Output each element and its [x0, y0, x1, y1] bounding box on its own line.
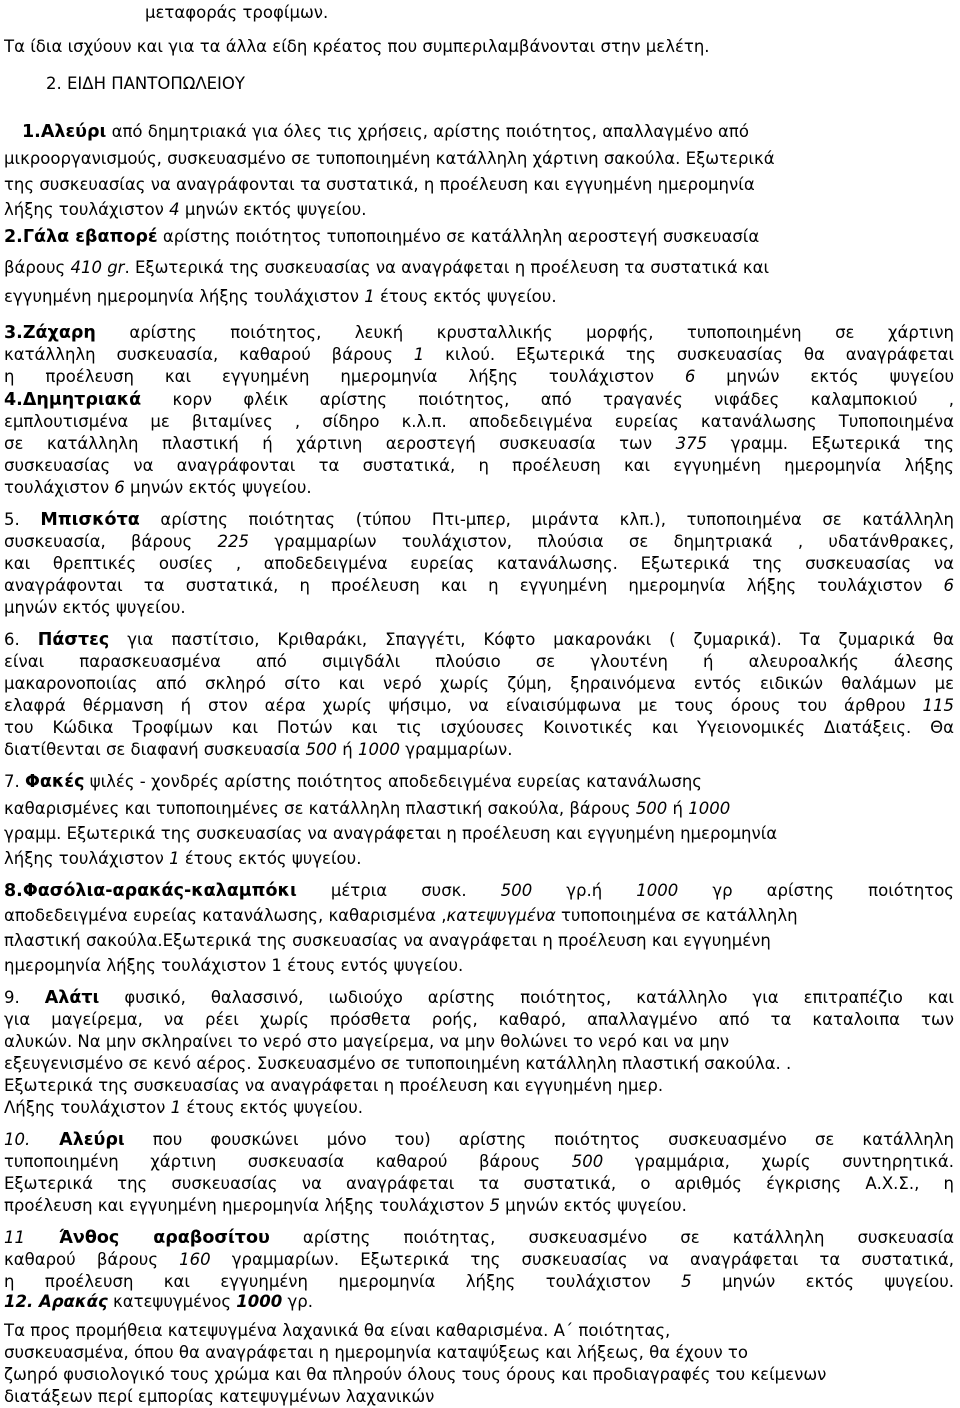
text-line: [4, 1364, 954, 1386]
text-run: γραμμ. Εξωτερικά της: [707, 434, 954, 453]
text-run: αρίστης ποιότητος τυποποιημένο σε κατάλληλη αεροστεγή συσκευασία: [157, 227, 760, 246]
text-line: [4, 1271, 954, 1293]
text-line: [4, 771, 954, 793]
text-line: [4, 322, 954, 344]
bold-term: 2.Γάλα εβαπορέ: [4, 227, 158, 247]
italic-number: 5: [681, 1272, 692, 1291]
italic-number: 500: [635, 799, 668, 818]
text-line: [145, 2, 954, 24]
text-run: αρίστης ποιότητας (τύπου Πτι-μπερ, μιράντα κλπ.), τυποποιημένα σε κατάλληλη: [139, 510, 954, 529]
text-run: Εξωτερικά της συσκευασίας να αναγράφεται η προέλευση και εγγυημένη ημερ.: [4, 1076, 664, 1095]
text-run: 9.: [4, 988, 45, 1007]
italic-number: 225: [217, 532, 250, 551]
text-line: [4, 366, 954, 388]
italic-number: 1000: [357, 740, 400, 759]
text-run: κατεψυγμένος: [107, 1292, 237, 1311]
italic-number: 500: [571, 1152, 604, 1171]
bold-term: 3.Ζάχαρη: [4, 323, 96, 343]
italic-number: 11: [4, 1228, 25, 1247]
text-run: καθαρισμένες και τυποποιημένες σε κατάλληλη πλαστική σακούλα, βάρους: [4, 799, 636, 818]
text-line: [4, 1342, 954, 1364]
italic-number: 1000: [636, 881, 679, 900]
text-line: [4, 1249, 954, 1271]
text-line: [4, 226, 954, 248]
text-run: μηνών εκτός ψυγείου.: [179, 200, 367, 219]
italic-number: κατεψυγμένα: [446, 906, 556, 925]
text-run: . Εξωτερικά της συσκευασίας να αναγράφεται η προέλευση τα συστατικά και: [124, 258, 770, 277]
bold-term: Αλεύρι: [40, 122, 107, 142]
text-line: [4, 411, 954, 433]
text-line: [4, 36, 954, 58]
text-run: της συσκευασίας να αναγράφονται τα συστατικά, η προέλευση και εγγυημένη ημερομηνία: [4, 175, 755, 194]
italic-number: 1: [413, 345, 425, 364]
text-line: [4, 823, 954, 845]
italic-number: 1: [170, 1098, 182, 1117]
text-run: λήξης τουλάχιστον: [4, 200, 170, 219]
text-run: γραμμ. Εξωτερικά της συσκευασίας να αναγράφεται η προέλευση και εγγυημένη ημερομηνία: [4, 824, 778, 843]
text-run: μηνών εκτός ψυγείου.: [4, 598, 186, 617]
italic-number: 5: [489, 1196, 500, 1215]
text-line: [4, 1173, 954, 1195]
text-run: πλαστική σακούλα.Εξωτερικά της συσκευασίας να αναγράφεται η προέλευση και εγγυημένη: [4, 931, 771, 950]
text-run: κατάλληλη συσκευασία, καθαρού βάρους: [4, 345, 414, 364]
bold-term: 1000: [236, 1292, 283, 1311]
text-run: Εξωτερικά της συσκευασίας να αναγράφεται τα συστατικά, ο αριθμός έγκρισης Α.Χ.Σ., η: [4, 1174, 954, 1193]
bold-term: 4.Δημητριακά: [4, 390, 142, 410]
bold-term: Αλεύρι: [30, 1130, 125, 1150]
italic-number: 500: [305, 740, 337, 759]
text-run: αρίστης ποιότητος, λευκή κρυσταλλικής μορφής, τυποποιημένη σε χάρτινη: [95, 323, 954, 342]
text-line: [4, 1031, 954, 1053]
text-run: γραμμαρίων τουλάχιστον, πλούσια σε δημητριακά , υδατάνθρακες,: [249, 532, 954, 551]
text-run: μηνών εκτός ψυγείου.: [124, 478, 312, 497]
text-run: 2. ΕΙΔΗ ΠΑΝΤΟΠΩΛΕΙΟΥ: [46, 74, 245, 93]
text-line: [4, 651, 954, 673]
text-line: [4, 905, 954, 927]
text-line: [4, 1075, 954, 1097]
text-line: [4, 433, 954, 455]
text-run: η προέλευση και εγγυημένη ημερομηνία λήξης τουλάχιστον: [4, 1272, 682, 1291]
text-run: ή: [667, 799, 689, 818]
text-run: από δημητριακά για όλες τις χρήσεις, αρίστης ποιότητος, απαλλαγμένο από: [106, 122, 749, 141]
text-line: [4, 798, 954, 820]
text-run: έτους εκτός ψυγείου.: [179, 849, 362, 868]
text-line: [4, 148, 954, 170]
text-run: τυποποιημένη χάρτινη συσκευασία καθαρού βάρους: [4, 1152, 572, 1171]
text-run: 7.: [4, 772, 25, 791]
text-line: [4, 257, 954, 279]
italic-number: 1000: [688, 799, 731, 818]
text-line: [4, 1291, 954, 1313]
italic-number: 115: [922, 696, 954, 715]
bold-term: 12. Αρακάς: [4, 1292, 108, 1311]
text-run: γρ αρίστης ποιότητος: [678, 881, 954, 900]
text-run: Τα ίδια ισχύουν και για τα άλλα είδη κρέατος που συμπεριλαμβάνονται στην μελέτη.: [4, 37, 710, 56]
text-line: [4, 1195, 954, 1217]
text-run: φυσικό, θαλασσινό, ιωδιούχο αρίστης ποιότητος, κατάλληλο για επιτραπέζιο και: [99, 988, 954, 1007]
italic-number: 500: [500, 881, 533, 900]
text-line: [4, 389, 954, 411]
text-run: σε κατάλληλη πλαστική ή χάρτινη αεροστεγή συσκευασία των: [4, 434, 676, 453]
text-run: μηνών εκτός ψυγείου: [695, 367, 954, 386]
text-run: ελαφρά θέρμανση ή στον αέρα χωρίς ψήσιμο, να είναισύμφωνα με τους όρους του άρθρου: [4, 696, 923, 715]
text-line: [4, 575, 954, 597]
bold-term: Άνθος αραβοσίτου: [25, 1228, 270, 1248]
text-run: αποδεδειγμένα ευρείας κατανάλωσης, καθαρισμένα ,: [4, 906, 447, 925]
text-run: μηνών εκτός ψυγείου.: [691, 1272, 954, 1291]
text-run: γραμμαρίων.: [399, 740, 513, 759]
text-line: [4, 1227, 954, 1249]
text-run: κορν φλέικ αρίστης ποιότητος, από τραγανές νιφάδες καλαμποκιού ,: [141, 390, 954, 409]
text-run: κιλού. Εξωτερικά της συσκευασίας θα αναγράφεται: [424, 345, 954, 364]
text-line: [4, 695, 954, 717]
text-run: μακαρονοποιίας από σκληρό σίτο και νερό χωρίς ζύμη, ξηραινόμενα εντός ειδικών θαλάμων με: [4, 674, 954, 693]
text-run: που φουσκώνει μόνο του) αρίστης ποιότητος συσκευασμένο σε κατάλληλη: [124, 1130, 954, 1149]
italic-number: 4: [169, 200, 180, 219]
italic-number: 1: [169, 849, 180, 868]
text-run: εξευγενισμένο σε κενό αέρος. Συσκευασμένο σε τυποποιημένη κατάλληλη πλαστική σακούλα. .: [4, 1054, 792, 1073]
text-line: [4, 717, 954, 739]
text-run: μηνών εκτός ψυγείου.: [499, 1196, 687, 1215]
text-run: ζωηρό φυσιολογικό τους χρώμα και θα πληρούν όλους τους όρους και προδιαγραφές του κείμενων: [4, 1365, 827, 1384]
italic-number: 10.: [4, 1130, 31, 1149]
text-line: [4, 344, 954, 366]
bold-term: Φακές: [25, 772, 85, 792]
text-run: λήξης τουλάχιστον: [4, 849, 170, 868]
bold-term: Πάστες: [37, 630, 110, 650]
bold-term: Μπισκότα: [40, 510, 140, 530]
text-run: έτους εκτός ψυγείου.: [374, 287, 557, 306]
text-run: ή: [337, 740, 358, 759]
text-run: μεταφοράς τροφίμων.: [145, 3, 329, 22]
text-run: 5.: [4, 510, 41, 529]
text-run: ημερομηνία λήξης τουλάχιστον 1 έτους εντός ψυγείου.: [4, 956, 464, 975]
text-line: [4, 477, 954, 499]
text-line: [4, 1053, 954, 1075]
text-run: του Κώδικα Τροφίμων και Ποτών και τις ισχύουσες Κοινοτικές και Υγειονομικές Διατάξεις. Θα: [4, 718, 954, 737]
text-line: [4, 199, 954, 221]
text-line: [4, 880, 954, 902]
text-line: [4, 509, 954, 531]
text-line: [4, 1151, 954, 1173]
text-line: [46, 73, 954, 95]
bold-term: Αλάτι: [44, 988, 100, 1008]
text-run: συσκευασίας να αναγράφονται τα συστατικά, η προέλευση και εγγυημένη ημερομηνία λήξης: [4, 456, 954, 475]
text-line: [4, 1097, 954, 1119]
text-run: η προέλευση και εγγυημένη ημερομηνία λήξης τουλάχιστον: [4, 367, 685, 386]
text-line: [4, 455, 954, 477]
text-run: έτους εκτός ψυγείου.: [181, 1098, 363, 1117]
text-run: Λήξης τουλάχιστον: [4, 1098, 171, 1117]
italic-number: 1: [364, 287, 375, 306]
text-run: Τα προς προμήθεια κατεψυγμένα λαχανικά θα είναι καθαρισμένα. Α΄ ποιότητας,: [4, 1321, 671, 1340]
text-run: βάρους: [4, 258, 71, 277]
text-run: γρ.: [282, 1292, 313, 1311]
italic-number: 6: [684, 367, 696, 386]
text-run: για παστίτσιο, Κριθαράκι, Σπαγγέτι, Κόφτο μακαρονάκι ( ζυμαρικά). Τα ζυμαρικά θα: [109, 630, 954, 649]
text-run: αρίστης ποιότητας, συσκευασμένο σε κατάλληλη συσκευασία: [269, 1228, 954, 1247]
text-line: [4, 629, 954, 651]
text-line: [4, 1129, 954, 1151]
text-line: [4, 597, 954, 619]
text-line: [4, 286, 954, 308]
text-run: 6.: [4, 630, 38, 649]
text-line: [4, 987, 954, 1009]
italic-number: 6: [114, 478, 125, 497]
bold-term: 1.: [22, 122, 41, 142]
text-line: [4, 1320, 954, 1342]
text-run: μικροοργανισμούς, συσκευασμένο σε τυποποιημένη κατάλληλη χάρτινη σακούλα. Εξωτερικά: [4, 149, 775, 168]
text-run: συσκευασία, βάρους: [4, 532, 218, 551]
text-run: για μαγείρεμα, να ρέει χωρίς πρόσθετα ροής, καθαρό, απαλλαγμένο από τα καταλοιπα των: [4, 1010, 954, 1029]
text-run: διατίθενται σε διαφανή συσκευασία: [4, 740, 306, 759]
text-line: [4, 848, 954, 870]
text-run: αλυκών. Να μην σκληραίνει το νερό στο μαγείρεμα, να μην θολώνει το νερό και να μην: [4, 1032, 730, 1051]
text-line: [4, 739, 954, 761]
text-run: αναγράφονται τα συστατικά, η προέλευση και η εγγυημένη ημερομηνία λήξης τουλάχιστον: [4, 576, 944, 595]
text-run: συσκευασμένα, όπου θα αναγράφεται η ημερομηνία καταψύξεως και λήξεως, θα έχουν το: [4, 1343, 748, 1362]
italic-number: 160: [179, 1250, 211, 1269]
italic-number: 6: [943, 576, 954, 595]
text-line: [4, 673, 954, 695]
text-line: [22, 121, 954, 143]
text-line: διατάξεων περί εμπορίας κατεψυγμένων λαχανικών: [4, 1387, 435, 1406]
text-run: καθαρού βάρους: [4, 1250, 180, 1269]
text-run: μέτρια συσκ.: [296, 881, 501, 900]
text-line: [4, 1009, 954, 1031]
text-run: εμπλουτισμένα με βιταμίνες , σίδηρο κ.λ.π. αποδεδειγμένα ευρείας κατανάλωσης Τυποποιημένα: [4, 412, 954, 431]
text-run: ψιλές - χονδρές αρίστης ποιότητος αποδεδειγμένα ευρείας κατανάλωσης: [84, 772, 702, 791]
italic-number: 410 gr: [70, 258, 125, 277]
text-run: γραμμαρίων. Εξωτερικά της συσκευασίας να αναγράφεται τα συστατικά,: [210, 1250, 954, 1269]
text-run: προέλευση και εγγυημένη ημερομηνία λήξης τουλάχιστον: [4, 1196, 490, 1215]
text-line: [4, 174, 954, 196]
text-run: εγγυημένη ημερομηνία λήξης τουλάχιστον: [4, 287, 365, 306]
text-line: [4, 553, 954, 575]
text-run: τουλάχιστον: [4, 478, 115, 497]
text-line: [4, 955, 954, 977]
text-run: είναι παρασκευασμένα από σιμιγδάλι πλούσιο σε γλουτένη ή αλευροαλκής άλεσης: [4, 652, 954, 671]
text-line: [4, 531, 954, 553]
bold-term: 8.Φασόλια-αρακάς-καλαμπόκι: [4, 881, 297, 901]
text-run: και θρεπτικές ουσίες , αποδεδειγμένα ευρείας κατανάλωσης. Εξωτερικά της συσκευασίας να: [4, 554, 954, 573]
text-run: γραμμάρια, χωρίς συντηρητικά.: [603, 1152, 954, 1171]
italic-number: 375: [675, 434, 708, 453]
text-run: γρ.ή: [532, 881, 637, 900]
text-line: [4, 930, 954, 952]
text-run: τυποποιημένα σε κατάλληλη: [555, 906, 798, 925]
